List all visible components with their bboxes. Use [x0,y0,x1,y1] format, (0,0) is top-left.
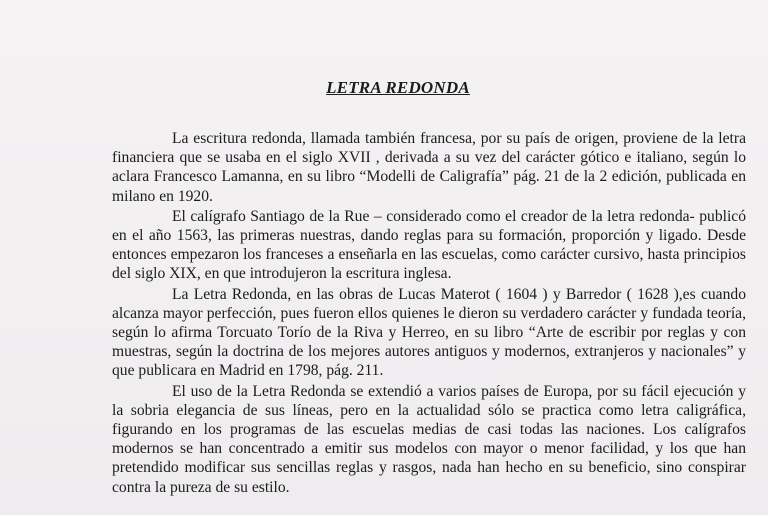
page-title: LETRA REDONDA [326,78,470,97]
paragraph-materot-barredor: La Letra Redonda, en las obras de Lucas Materot ( 1604 ) y Barredor ( 1628 ),es cuando alcanza mayor perfección, pues fueron ellos quienes le dieron su verdadero carácter y fundada teoría, según lo afirma Torcuato Torío de la Riva y Herreo, en su libro “Arte de escribir por reglas y con muestras, según la doctrina de los mejores autores antiguos y modernos, extranjeros y nacionales” y que publicara en Madrid en 1798, pág. 211. [112,285,746,380]
paragraph-origin: La escritura redonda, llamada también francesa, por su país de origen, proviene de la letra financiera que se usaba en el siglo XVII , derivada a su vez del carácter gótico e italiano, según lo aclara Francesco Lamanna, en su libro “Modelli de Caligrafía” pág. 21 de la 2 edición, publicada en milano en 1920. [112,130,746,205]
paragraph-uso-en-europa: El uso de la Letra Redonda se extendió a varios países de Europa, por su fácil ejecución y la sobria elegancia de sus líneas, pero en la actualidad sólo se practica como letra caligráfica, figurando en los programas de las escuelas medias de casi todas las naciones. Los calígrafos modernos se han concentrado a emitir sus modelos con mayor o menor facilidad, y los que han pretendido modificar sus sencillas reglas y rasgos, nada han hecho en su beneficio, sino conspirar contra la pureza de su estilo. [112,382,746,496]
paragraph-santiago-de-la-rue: El calígrafo Santiago de la Rue – considerado como el creador de la letra redonda- publicó en el año 1563, las primeras nuestras, dando reglas para su formación, proporción y ligado. Desde entonces empezaron los franceses a enseñarla en las escuelas, como carácter cursivo, hasta principios del siglo XIX, en que introdujeron la escritura inglesa. [112,207,746,283]
document-body [112,129,746,497]
